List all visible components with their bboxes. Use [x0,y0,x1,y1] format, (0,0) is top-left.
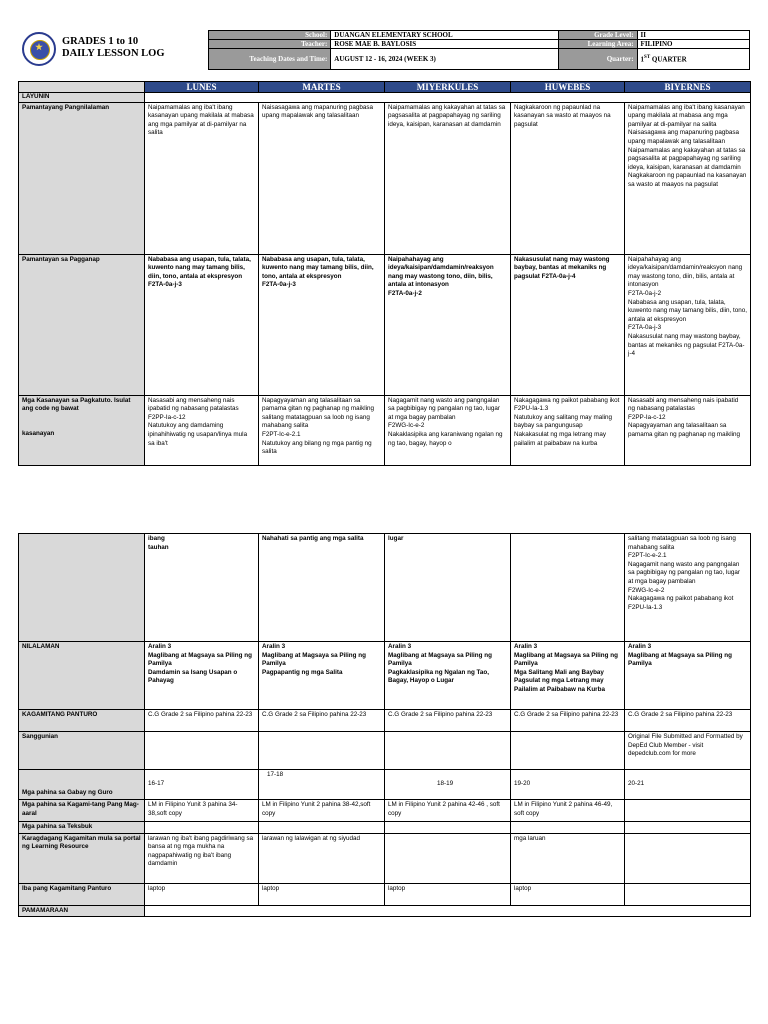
row-label: Mga Kasanayan sa Pagkatuto. Isulat ang code ng bawat kasanayan [19,395,145,465]
table-cell: Aralin 3 Maglibang at Magsaya sa Piling ng Pamilya Mga Salitang Mali ang Baybay Pagsulat ng mga Letrang may Pailalim at Paibabaw na Kurba [511,642,625,710]
table-row [19,534,751,642]
table-cell [511,822,625,834]
quarter-label: Quarter: [558,49,637,70]
table-cell: C.G Grade 2 sa Filipino pahina 22-23 [511,710,625,732]
table-cell: 20-21 [625,770,751,800]
table-cell [385,732,511,770]
table-cell [259,822,385,834]
layunin-row [19,93,751,103]
table-cell: LM in Filipino Yunit 2 pahina 46-49, soft copy [511,800,625,822]
table-cell: Aralin 3 Maglibang at Magsaya sa Piling ng Pamilya Damdamin sa Isang Usapan o Pahayag [145,642,259,710]
table-cell [259,732,385,770]
lesson-table-top [18,81,751,466]
area-value: FILIPINO [637,40,749,49]
day-huwebes: HUWEBES [511,82,625,93]
table-row [19,254,751,395]
table-cell: Naisasagawa ang mapanuring pagbasa upang mapalawak ang talasalitaan [259,102,385,254]
table-cell [625,883,751,905]
table-row [19,833,751,883]
table-row [19,102,751,254]
grade-label: Grade Level: [558,31,637,40]
table-cell: Aralin 3 Maglibang at Magsaya sa Piling ng Pamilya Pagkaklasipika ng Ngalan ng Tao, Bagay, Hayop o Lugar [385,642,511,710]
deped-seal-icon [22,32,56,66]
row-label: Mga pahina sa Kagami-tang Pang Mag-aaral [19,800,145,822]
table-cell: LM in Filipino Yunit 2 pahina 42-46 , soft copy [385,800,511,822]
school-label: School: [209,31,331,40]
table-row [19,822,751,834]
table-cell: mga laruan [511,833,625,883]
table-cell: laptop [259,883,385,905]
quarter-value: 1ST QUARTER [637,49,749,70]
table-cell [511,732,625,770]
days-header-row [19,82,751,93]
table-cell: C.G Grade 2 sa Filipino pahina 22-23 [625,710,751,732]
row-label: Iba pang Kagamitang Panturo [19,883,145,905]
table-row [19,732,751,770]
table-cell: Nasasabi ang mensaheng nais ipabatid ng nabasang patalastas F2PP-Ia-c-12 Napagyayaman ang talasalitaan sa pamama gitan ng paghanap ng maikling [625,395,751,465]
table-cell [145,822,259,834]
table-cell: C.G Grade 2 sa Filipino pahina 22-23 [385,710,511,732]
dates-label: Teaching Dates and Time: [209,49,331,70]
table-row [19,710,751,732]
table-cell: salitang matatagpuan sa loob ng isang mahabang salita F2PT-Ic-e-2.1 Nagagamit nang wasto ang pangngalan sa pagbibigay ng pangalan ng tao, lugar at mga bagay pambalan F2WG-Ic-e-2 Nakagagawa ng paikot pababang ikot F2PU-Ia-1.3 [625,534,751,642]
teacher-label: Teacher: [209,40,331,49]
row-label: Mga pahina sa Teksbuk [19,822,145,834]
layunin-label: LAYUNIN [19,93,145,103]
table-cell: Nababasa ang usapan, tula, talata, kuwento nang may tamang bilis, diin, tono, antala at ekspresyon F2TA-0a-j-3 [145,254,259,395]
table-cell [625,833,751,883]
table-cell: Nagkakaroon ng papaunlad na kasanayan sa wasto at maayos na pagsulat [511,102,625,254]
table-row [19,905,751,917]
table-cell: lugar [385,534,511,642]
table-cell: Naipamamalas ang iba't ibang kasanayan upang makilala at mabasa ang mga pamilyar at di-pamilyar na salita [145,102,259,254]
table-row [19,883,751,905]
day-miyerkules: MIYERKULES [385,82,511,93]
row-label: PAMAMARAAN [19,905,145,917]
table-cell: Nahahati sa pantig ang mga salita [259,534,385,642]
table-cell: C.G Grade 2 sa Filipino pahina 22-23 [259,710,385,732]
table-cell: Aralin 3 Maglibang at Magsaya sa Piling ng Pamilya [625,642,751,710]
day-lunes: LUNES [145,82,259,93]
teacher-value: ROSE MAE B. BAYLOSIS [331,40,559,49]
table-cell: laptop [511,883,625,905]
table-cell [385,833,511,883]
table-cell: Nagagamit nang wasto ang pangngalan sa pagbibigay ng pangalan ng tao, lugar at mga bagay pambalan F2WG-Ic-e-2 Nakaklasipika ang karaniwang ngalan ng ng tao, bagay, hayop o [385,395,511,465]
row-label: Pamantayan sa Pagganap [19,254,145,395]
table-cell: Original File Submitted and Formatted by DepEd Club Member - visit depedclub.com for more [625,732,751,770]
table-cell: 19-20 [511,770,625,800]
info-table [208,30,750,70]
table-cell: Nasasabi ang mensaheng nais ipabatid ng nabasang patalastas F2PP-Ia-c-12 Natutukoy ang damdaming ipinahihiwatig ng usapan/linya mula sa iba't [145,395,259,465]
row-label: KAGAMITANG PANTURO [19,710,145,732]
table-row [19,770,751,800]
table-row [19,800,751,822]
table-cell: larawan ng iba't ibang pagdiriwang sa bansa at ng mga mukha na nagpapahiwatig ng iba't ibang damdamin [145,833,259,883]
day-biyernes: BIYERNES [625,82,751,93]
table-cell: Naipamamalas ang iba't ibang kasanayan upang makilala at mabasa ang mga pamilyar at di-pamilyar na salita Naisasagawa ang mapanuring pagbasa upang mapalawak ang talasalitaan Naipamamalas ang kakayahan at tatas sa pagsasalita at pagpapahayag ng sariling ideya, kaisipan, karanasan at damdamin Nagkakaroon ng papaunlad na kasanayan sa wasto at maayos na pagsulat [625,102,751,254]
title-line1: GRADES 1 to 10 [62,36,139,47]
grade-value: II [637,31,749,40]
lesson-table-bottom [18,533,751,917]
table-cell: ibang tauhan [145,534,259,642]
table-cell [145,732,259,770]
table-cell: Naipahahayag ang ideya/kaisipan/damdamin/reaksyon nang may wastong tono, diin, bilis, antala at intonasyon F2TA-0a-j-2 Nababasa ang usapan, tula, talata, kuwento nang may tamang bilis, diin, tono, antala at ekspresyon F2TA-0a-j-3 Nakasusulat nang may wastong baybay, bantas at mekaniks ng pagsulat F2TA-0a-j-4 [625,254,751,395]
table-cell: laptop [145,883,259,905]
table-cell: Nakasusulat nang may wastong baybay, bantas at mekaniks ng pagsulat F2TA-0a-j-4 [511,254,625,395]
table-cell: 18-19 [385,770,511,800]
area-label: Learning Area: [558,40,637,49]
row-label: Sanggunian [19,732,145,770]
row-label: Pamantayang Pangnilalaman [19,102,145,254]
table-cell: 16-17 [145,770,259,800]
table-cell: Naipamamalas ang kakayahan at tatas sa pagsasalita at pagpapahayag ng sariling ideya, kaisipan, karanasan at damdamin [385,102,511,254]
row-label: Mga pahina sa Gabay ng Guro [19,770,145,800]
table-cell: 17-18 [259,770,385,800]
table-cell [511,534,625,642]
day-martes: MARTES [259,82,385,93]
table-cell [385,822,511,834]
row-label: Karagdagang Kagamitan mula sa portal ng Learning Resource [19,833,145,883]
table-row [19,395,751,465]
table-cell [625,822,751,834]
dates-value: AUGUST 12 - 16, 2024 (WEEK 3) [331,49,559,70]
table-cell: Napagyayaman ang talasalitaan sa pamama gitan ng paghanap ng maikling salitang matatagpuan sa loob ng isang mahabang salita F2PT-Ic-e-2.1 Natutukoy ang bilang ng mga pantig ng salita [259,395,385,465]
table-cell: Aralin 3 Maglibang at Magsaya sa Piling ng Pamilya Pagpapantig ng mga Salita [259,642,385,710]
table-cell: C.G Grade 2 sa Filipino pahina 22-23 [145,710,259,732]
header [18,30,750,74]
row-label: NILALAMAN [19,642,145,710]
table-cell: laptop [385,883,511,905]
school-value: DUANGAN ELEMENTARY SCHOOL [331,31,559,40]
table-cell: Naipahahayag ang ideya/kaisipan/damdamin/reaksyon nang may wastong tono, diin, bilis, antala at intonasyon F2TA-0a-j-2 [385,254,511,395]
table-cell: Nababasa ang usapan, tula, talata, kuwento nang may tamang bilis, diin, tono, antala at ekspresyon F2TA-0a-j-3 [259,254,385,395]
table-cell: Nakagagawa ng paikot pababang ikot F2PU-Ia-1.3 Natutukoy ang salitang may maling baybay sa pangungusap Nakakasulat ng mga letrang may pailalim at paibabaw na kurba [511,395,625,465]
table-cell: larawan ng lalawigan at ng siyudad [259,833,385,883]
table-cell [625,800,751,822]
document-title [62,36,165,60]
table-row [19,642,751,710]
table-cell: LM in Filipino Yunit 2 pahina 38-42,soft copy [259,800,385,822]
table-cell: LM in Filipino Yunit 3 pahina 34-38,soft copy [145,800,259,822]
title-line2: DAILY LESSON LOG [62,48,165,59]
